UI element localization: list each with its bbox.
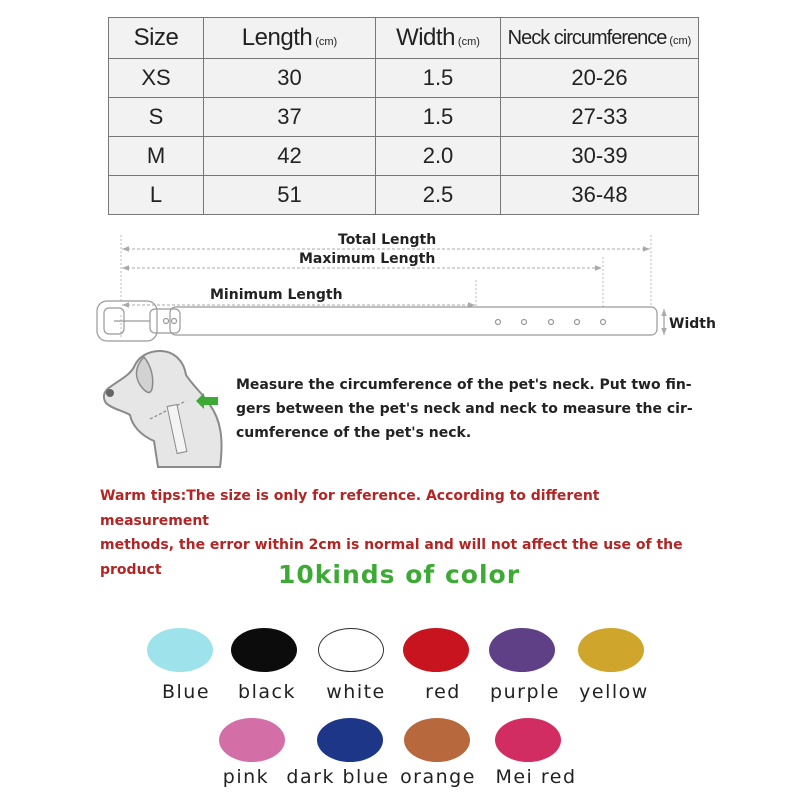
swatch-red[interactable] [403, 628, 469, 672]
cell-length: 42 [204, 137, 376, 176]
cell-length: 37 [204, 98, 376, 137]
collar-icon [97, 301, 657, 341]
swatch-orange[interactable] [404, 718, 470, 762]
swatch-black[interactable] [231, 628, 297, 672]
measure-note-line: gers between the pet's neck and neck to measure the cir- [236, 401, 693, 417]
swatch-pink[interactable] [219, 718, 285, 762]
color-label-blue: Blue [161, 681, 211, 703]
cell-width: 2.0 [376, 137, 501, 176]
header-neck-circumference: Neck circumference (cm) [501, 18, 699, 59]
cell-size: M [109, 137, 204, 176]
color-label-dark-blue: dark blue [286, 766, 390, 788]
cell-neck: 20-26 [501, 59, 699, 98]
size-table [108, 17, 699, 215]
warm-tips-line: methods, the error within 2cm is normal and will not affect the use of the [100, 537, 683, 553]
measure-instructions [236, 373, 696, 445]
cell-size: S [109, 98, 204, 137]
color-label-black: black [238, 681, 296, 703]
cell-length: 30 [204, 59, 376, 98]
table-row [109, 176, 699, 215]
cell-size: XS [109, 59, 204, 98]
cell-neck: 30-39 [501, 137, 699, 176]
cell-length: 51 [204, 176, 376, 215]
color-label-pink: pink [222, 766, 270, 788]
total-length-label: Total Length [338, 232, 437, 248]
header-width: Width (cm) [376, 18, 501, 59]
cell-neck: 36-48 [501, 176, 699, 215]
measure-note-line: cumference of the pet's neck. [236, 425, 472, 441]
color-label-mei-red: Mei red [495, 766, 577, 788]
table-row [109, 59, 699, 98]
color-label-yellow: yellow [579, 681, 649, 703]
swatch-white[interactable] [318, 628, 384, 672]
color-label-purple: purple [490, 681, 560, 703]
swatch-dark-blue[interactable] [317, 718, 383, 762]
swatch-mei-red[interactable] [495, 718, 561, 762]
swatch-purple[interactable] [489, 628, 555, 672]
color-label-white: white [326, 681, 386, 703]
swatch-blue[interactable] [147, 628, 213, 672]
cell-width: 2.5 [376, 176, 501, 215]
warm-tips-line: Warm tips:The size is only for reference. According to different measurement [100, 488, 600, 529]
measure-note-line: Measure the circumference of the pet's neck. Put two fin- [236, 377, 692, 393]
colors-title: 10kinds of color [277, 560, 521, 589]
size-table-header-row [109, 18, 699, 59]
swatch-yellow[interactable] [578, 628, 644, 672]
cell-width: 1.5 [376, 59, 501, 98]
minimum-length-label: Minimum Length [210, 287, 343, 303]
maximum-length-label: Maximum Length [299, 251, 436, 267]
cell-neck: 27-33 [501, 98, 699, 137]
header-length: Length (cm) [204, 18, 376, 59]
collar-measurement-diagram [0, 225, 800, 355]
color-label-orange: orange [400, 766, 476, 788]
table-row [109, 98, 699, 137]
header-size: Size [109, 18, 204, 59]
table-row [109, 137, 699, 176]
warm-tips-line: product [100, 561, 162, 578]
cell-size: L [109, 176, 204, 215]
cell-width: 1.5 [376, 98, 501, 137]
color-label-red: red [425, 681, 461, 703]
width-label: Width [669, 316, 716, 332]
dog-neck-measure-illustration [100, 345, 230, 470]
